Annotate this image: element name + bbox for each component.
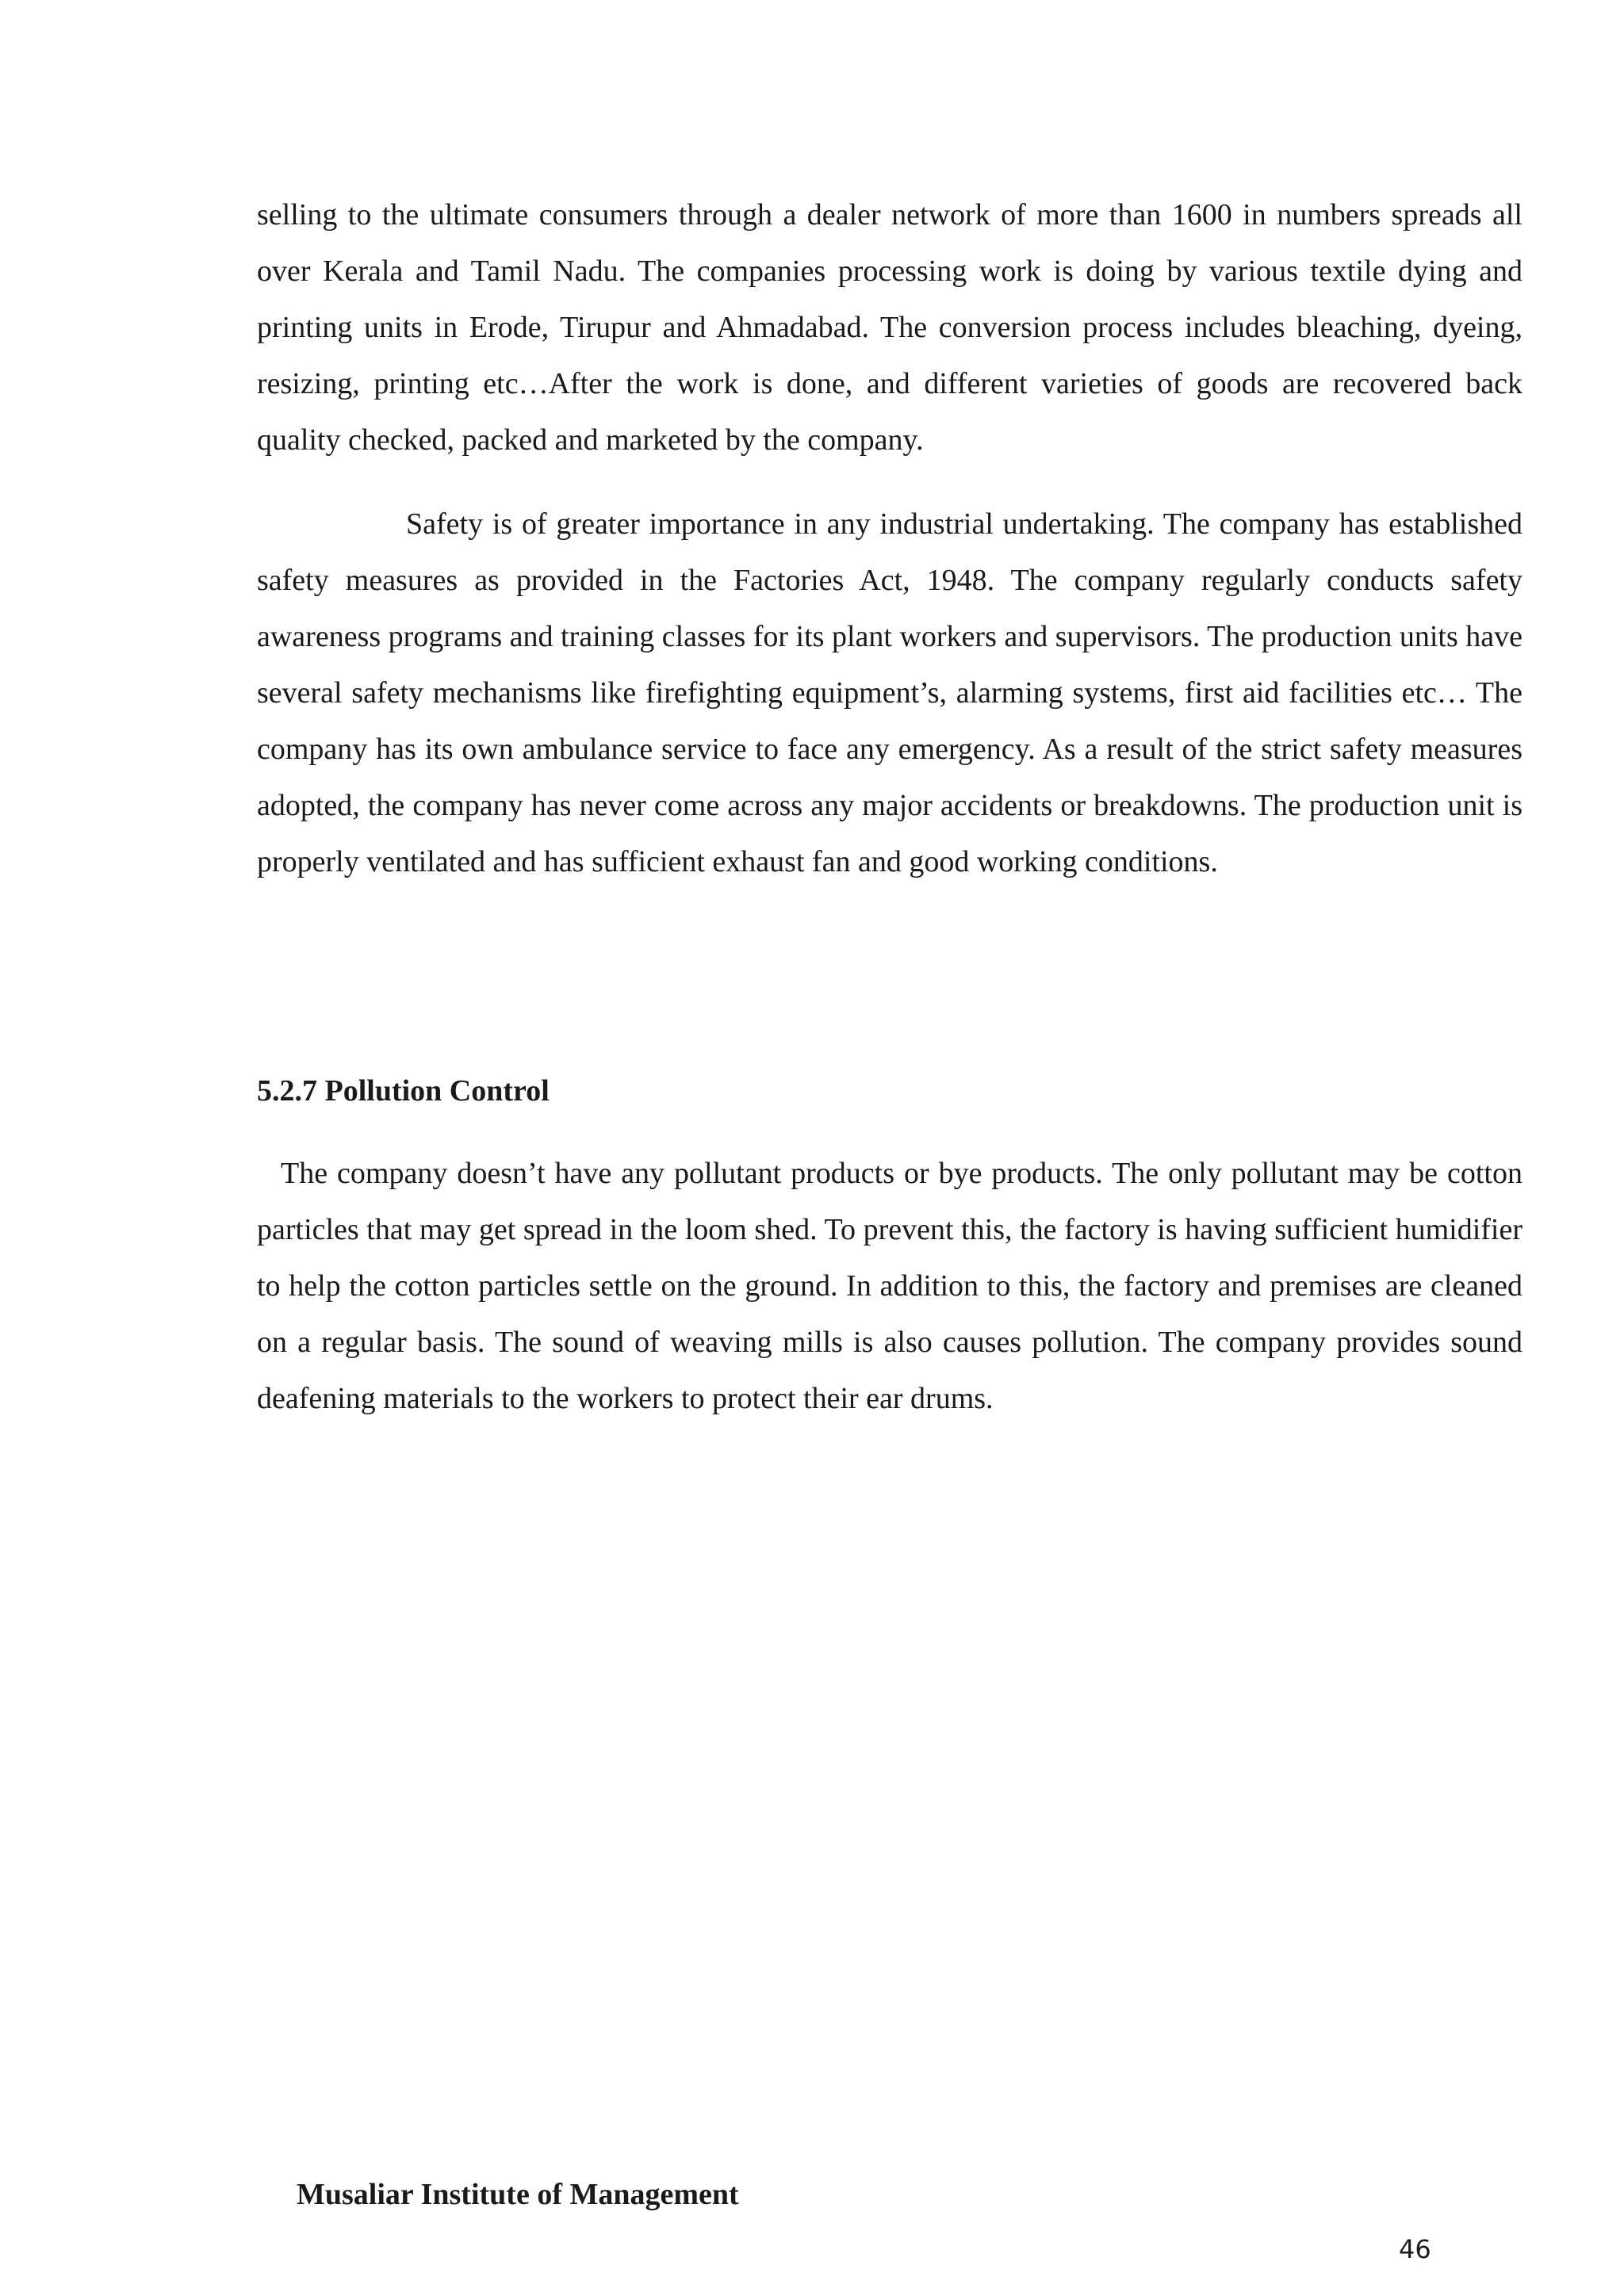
body-paragraph: Safety is of greater importance in any industrial undertaking. The company has established safety measures as provided in the Factories Act, 1948. The company regularly conducts safety awareness programs and training classes for its plant workers and supervisors. The production units have several safety mechanisms like firefighting equipment’s, alarming systems, first aid facilities etc… The company has its own ambulance service to face any emergency. As a result of the strict safety measures adopted, the company has never come across any major accidents or breakdowns. The production unit is properly ventilated and has sufficient exhaust fan and good working conditions. <box>257 507 1522 878</box>
page-number: 46 <box>1399 2234 1431 2264</box>
section-heading: 5.2.7 Pollution Control <box>257 1074 550 1108</box>
body-paragraph: selling to the ultimate consumers through a dealer network of more than 1600 in numbers spreads all over Kerala and Tamil Nadu. The companies processing work is doing by various textile dying and printing units in Erode, Tirupur and Ahmadabad. The conversion process includes bleaching, dyeing, resizing, printing etc…After the work is done, and different varieties of goods are recovered back quality checked, packed and marketed by the company. <box>257 198 1522 457</box>
section-paragraph: The company doesn’t have any pollutant products or bye products. The only pollutant may be cotton particles that may get spread in the loom shed. To prevent this, the factory is having sufficient humidifier to help the cotton particles settle on the ground. In addition to this, the factory and premises are cleaned on a regular basis. The sound of weaving mills is also causes pollution. The company provides sound deafening materials to the workers to protect their ear drums. <box>257 1157 1522 1415</box>
footer-institution: Musaliar Institute of Management <box>297 2178 739 2211</box>
